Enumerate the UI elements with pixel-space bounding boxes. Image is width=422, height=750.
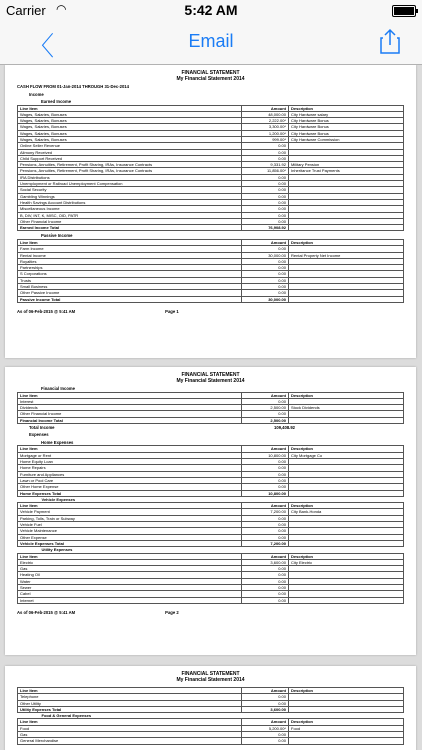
amount-cell: 0.00 (242, 265, 289, 271)
amount-cell: 0.00 (242, 398, 289, 404)
amount-cell: 3,600.00 (242, 559, 289, 565)
section-heading: Expenses (29, 432, 49, 438)
status-time: 5:42 AM (184, 2, 238, 18)
description-cell: City Hardware Bonus (289, 118, 404, 124)
financial-income-table (17, 392, 404, 424)
navigation-bar (0, 20, 422, 65)
line-item-cell: Royalties (18, 258, 242, 264)
document-page-2 (5, 367, 416, 655)
total-label: Earned Income Total (18, 225, 242, 231)
total-amount: 3,600.00 (242, 706, 289, 712)
statement-title: FINANCIAL STATEMENT (181, 70, 240, 76)
col-description: Description (289, 688, 404, 694)
col-amount: Amount (242, 105, 289, 111)
col-line-item: Line Item (18, 688, 242, 694)
total-label: Utility Expenses Total (18, 706, 242, 712)
description-cell: City Bank-Honda (289, 509, 404, 515)
col-line-item: Line Item (18, 446, 242, 452)
statement-subtitle: My Financial Statement 2014 (176, 378, 245, 384)
amount-cell: 0.00 (242, 572, 289, 578)
amount-cell: 0.00 (242, 471, 289, 477)
line-item-cell: Health Savings Account Distributions (18, 199, 242, 205)
total-income (17, 425, 295, 431)
line-item-cell: Pensions, Annuities, Retirement, Profit Sharing, IRAs, Insurance Contracts (18, 162, 242, 168)
line-item-cell: Heating Oil (18, 572, 242, 578)
amount-cell: 30,000.00 (242, 252, 289, 258)
amount-cell: 0.00 (242, 206, 289, 212)
col-description: Description (289, 719, 404, 725)
line-item-cell: Other Utility (18, 700, 242, 706)
empty-cell (289, 296, 404, 302)
line-item-cell: Online Seller Revenue (18, 143, 242, 149)
amount-cell: 0.00 (242, 149, 289, 155)
amount-cell: 10,800.00 (242, 452, 289, 458)
nav-title: Email (188, 31, 234, 51)
line-item-cell: Home Equity Loan (18, 459, 242, 465)
description-cell: Military Pension (289, 162, 404, 168)
total-label: Passive Income Total (18, 296, 242, 302)
amount-cell: 0.00 (242, 591, 289, 597)
line-item-cell: Trusts (18, 277, 242, 283)
amount-cell: 0.00 (242, 290, 289, 296)
line-item-cell: Cabel (18, 591, 242, 597)
col-description: Description (289, 392, 404, 398)
table-total-row (18, 225, 404, 231)
col-description: Description (289, 553, 404, 559)
total-amount: 7,200.00 (242, 540, 289, 546)
line-item-cell: Other Financial Income (18, 218, 242, 224)
line-item-cell: S Corporations (18, 271, 242, 277)
utility-expenses-table (17, 553, 404, 604)
amount-cell: 0.00 (242, 199, 289, 205)
page-number: Page 2 (165, 609, 179, 615)
line-item-cell: Vehicle Maintenance (18, 528, 242, 534)
total-income-label: Total Income (29, 424, 55, 430)
line-item-cell: Wages, Salaries, Bonuses (18, 111, 242, 117)
line-item-cell: Vehicle Fuel (18, 522, 242, 528)
line-item-cell: Miscellaneous Income (18, 206, 242, 212)
col-amount: Amount (242, 392, 289, 398)
amount-cell: 0.00 (242, 597, 289, 603)
amount-cell: 2,500.00 (242, 405, 289, 411)
col-description: Description (289, 239, 404, 245)
line-item-cell: Pensions, Annuities, Retirement, Profit Sharing, IRAs, Insurance Contracts (18, 168, 242, 174)
table-total-row (18, 296, 404, 302)
line-item-cell: Gas (18, 732, 242, 738)
col-line-item: Line Item (18, 553, 242, 559)
amount-cell: 0.00 (242, 585, 289, 591)
col-line-item: Line Item (18, 503, 242, 509)
home-expenses-table (17, 445, 404, 502)
amount-cell: 0.00 (242, 700, 289, 706)
col-line-item: Line Item (18, 719, 242, 725)
line-item-cell: Vehicle Payment (18, 509, 242, 515)
line-item-cell: B, DIV, INT, K, MISC, OID, PATR (18, 212, 242, 218)
amount-cell: 0.00 (242, 174, 289, 180)
line-item-cell: Wages, Salaries, Bonuses (18, 118, 242, 124)
line-item-cell: Wages, Salaries, Bonuses (18, 136, 242, 142)
amount-cell: 0.00 (242, 143, 289, 149)
amount-cell: 0.00 (242, 732, 289, 738)
amount-cell: 0.00 (242, 465, 289, 471)
description-cell: City Hardware Bonus (289, 124, 404, 130)
passive-income-table (17, 239, 404, 303)
table-row (18, 738, 404, 744)
amount-cell: 0.00 (242, 515, 289, 521)
section-heading: Passive Income (41, 233, 73, 239)
amount-cell: 0.00 (242, 271, 289, 277)
page-footer (17, 610, 404, 616)
line-item-cell: General Merchandise (18, 738, 242, 744)
line-item-cell: Interest (18, 398, 242, 404)
description-cell: Rental Property Net Income (289, 252, 404, 258)
col-line-item: Line Item (18, 105, 242, 111)
col-description: Description (289, 503, 404, 509)
col-description: Description (289, 446, 404, 452)
line-item-cell: Parking, Tolls, Train or Subway (18, 515, 242, 521)
line-item-cell: Furniture and Appliances (18, 471, 242, 477)
amount-cell: 999.00* (242, 136, 289, 142)
line-item-cell: Dividends (18, 405, 242, 411)
col-description: Description (289, 105, 404, 111)
section-heading: Earned Income (41, 99, 72, 104)
footer-date: As of 06-Feb-2015 @ 5:41 AM (17, 308, 76, 314)
amount-cell: 1,200.00* (242, 130, 289, 136)
total-income-amount: 109,408.92 (274, 424, 295, 430)
utility-expenses-table-continued (17, 687, 404, 718)
line-item-cell: Partnerships (18, 265, 242, 271)
vehicle-expenses-table (17, 502, 404, 552)
amount-cell: 0.00 (242, 738, 289, 744)
line-item-cell: Small Business (18, 284, 242, 290)
section-heading: Vehicle Expenses (41, 496, 76, 502)
amount-cell: 0.00 (242, 193, 289, 199)
amount-cell: 11,856.00* (242, 168, 289, 174)
line-item-cell: Social Security (18, 187, 242, 193)
total-label: Home Expenses Total (18, 490, 242, 496)
amount-cell: 0.00 (242, 566, 289, 572)
amount-cell: 0.00 (242, 459, 289, 465)
amount-cell: 48,000.00 (242, 111, 289, 117)
line-item-cell: Home Repairs (18, 465, 242, 471)
amount-cell: 0.00 (242, 218, 289, 224)
description-cell: City Hardware salary (289, 111, 404, 117)
col-amount: Amount (242, 239, 289, 245)
amount-cell: 0.00 (242, 212, 289, 218)
back-chevron-icon[interactable]: 〈 (28, 31, 55, 61)
line-item-cell: Other Passive Income (18, 290, 242, 296)
food-expenses-table (17, 718, 404, 744)
line-item-cell: IRA Distributions (18, 174, 242, 180)
total-amount: 76,908.92 (242, 225, 289, 231)
amount-cell: 0.00 (242, 528, 289, 534)
amount-cell: 0.00 (242, 522, 289, 528)
line-item-cell: Wages, Salaries, Bonuses (18, 130, 242, 136)
page-footer (17, 309, 404, 315)
col-amount: Amount (242, 503, 289, 509)
status-bar (0, 0, 422, 20)
line-item-cell: Rental Income (18, 252, 242, 258)
wifi-icon: ◠ (56, 2, 67, 16)
document-page-3 (5, 666, 416, 750)
amount-cell: 0.00 (242, 277, 289, 283)
amount-cell: 5,200.00* (242, 725, 289, 731)
description-cell: Food (289, 725, 404, 731)
col-line-item: Line Item (18, 392, 242, 398)
line-item-cell: Water (18, 578, 242, 584)
col-amount: Amount (242, 446, 289, 452)
amount-cell: 0.00 (242, 181, 289, 187)
line-item-cell: Gas (18, 566, 242, 572)
line-item-cell: Other Home Expense (18, 484, 242, 490)
description-cell: City Mortgage Co (289, 452, 404, 458)
statement-subtitle: My Financial Statement 2014 (176, 76, 245, 82)
total-amount: 30,000.00 (242, 296, 289, 302)
total-amount: 2,500.00 (242, 417, 289, 423)
page-number: Page 1 (165, 308, 179, 314)
amount-cell: 3,300.00* (242, 124, 289, 130)
amount-cell: 2,222.00* (242, 118, 289, 124)
description-cell (289, 738, 404, 744)
statement-title: FINANCIAL STATEMENT (181, 372, 240, 378)
line-item-cell: Child Support Received (18, 155, 242, 161)
line-item-cell: Electric (18, 559, 242, 565)
line-item-cell: Internet (18, 597, 242, 603)
carrier-label: Carrier (6, 3, 46, 18)
total-label: Financial Income Total (18, 417, 242, 423)
empty-cell (289, 417, 404, 423)
description-cell: City Electric (289, 559, 404, 565)
col-amount: Amount (242, 688, 289, 694)
amount-cell: 0.00 (242, 155, 289, 161)
amount-cell: 0.00 (242, 477, 289, 483)
line-item-cell: Mortgage or Rent (18, 452, 242, 458)
amount-cell: 0.00 (242, 284, 289, 290)
line-item-cell: Gambling Winnings (18, 193, 242, 199)
description-cell: Stock Dividends (289, 405, 404, 411)
description-cell: City Hardware Bonus (289, 130, 404, 136)
line-item-cell: Unemployment or Railroad Unemployment Compensation (18, 181, 242, 187)
section-heading: Utility Expenses (41, 547, 73, 553)
earned-income-table (17, 105, 404, 232)
amount-cell: 0.00 (242, 694, 289, 700)
statement-subtitle: My Financial Statement 2014 (176, 677, 245, 683)
section-heading: Food & General Expenses (41, 713, 92, 719)
table-row (18, 597, 404, 603)
cash-flow-period: CASH FLOW FROM 01-Jan-2014 THROUGH 31-Dec-2014 (17, 84, 129, 89)
line-item-cell: Wages, Salaries, Bonuses (18, 124, 242, 130)
section-heading: Income (29, 91, 44, 97)
description-cell: City Hardware Commission (289, 136, 404, 142)
amount-cell: 0.00 (242, 534, 289, 540)
description-cell: Inheritance Trust Payments (289, 168, 404, 174)
line-item-cell: Other Expense (18, 534, 242, 540)
amount-cell: 0.00 (242, 578, 289, 584)
amount-cell: 7,200.00 (242, 509, 289, 515)
line-item-cell: Other Financial Income (18, 411, 242, 417)
amount-cell: 0.00 (242, 187, 289, 193)
battery-icon (392, 5, 416, 17)
statement-title: FINANCIAL STATEMENT (181, 671, 240, 677)
line-item-cell: Food (18, 725, 242, 731)
amount-cell: 0.00 (242, 246, 289, 252)
amount-cell: 0.00 (242, 484, 289, 490)
footer-date: As of 06-Feb-2015 @ 5:41 AM (17, 609, 76, 615)
empty-cell (289, 225, 404, 231)
amount-cell: 0.00 (242, 258, 289, 264)
line-item-cell: Lawn or Pool Care (18, 477, 242, 483)
document-viewer[interactable] (0, 65, 422, 750)
amount-cell: 0.00 (242, 411, 289, 417)
col-amount: Amount (242, 719, 289, 725)
section-heading: Financial Income (41, 386, 75, 391)
col-line-item: Line Item (18, 239, 242, 245)
total-label: Vehicle Expenses Total (18, 540, 242, 546)
section-heading: Home Expenses (41, 439, 74, 445)
line-item-cell: Telephone (18, 694, 242, 700)
table-total-row (18, 417, 404, 423)
col-amount: Amount (242, 553, 289, 559)
amount-cell: 9,331.92 (242, 162, 289, 168)
share-icon[interactable] (380, 28, 400, 54)
description-cell (289, 597, 404, 603)
line-item-cell: Alimony Received (18, 149, 242, 155)
line-item-cell: Farm Income (18, 246, 242, 252)
document-page-1 (5, 65, 416, 358)
total-amount: 10,800.00 (242, 490, 289, 496)
line-item-cell: Sewer (18, 585, 242, 591)
